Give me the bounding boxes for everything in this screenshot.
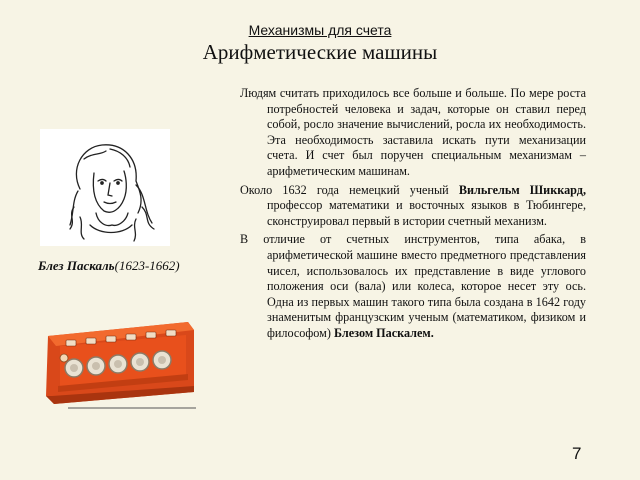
slide-title: Арифметические машины [202,40,438,64]
paragraph-3 [240,232,586,341]
paragraph-2-text-end: профессор математики и восточных языков в Тюбингере, сконструировал первый в истории счетный механизм. [267,198,586,228]
page-number: 7 [572,444,582,463]
caption-name: Блез Паскаль [38,258,115,273]
body-text [240,86,586,345]
paragraph-2 [240,183,586,230]
slide-subtitle: Механизмы для счета [248,22,392,38]
pascal-portrait-image [40,129,170,246]
paragraph-3-text: В отличие от счетных инструментов, типа абака, в арифметической машине вместо предметного представления чисел, использовалось их представление в виде углового положения оси (вала) или колеса, которое несет эту ось. Одна из первых машин такого типа была создана в 1642 году знаменитым французским ученым (математиком, физиком и философом) [240,232,586,340]
paragraph-1: Людям считать приходилось все больше и больше. По мере роста потребностей человека и задач, которые он ставил перед собой, росло значение вычислений, росла их необходимость. Эта необходимость заставила искать пути механизации счета. И счет был поручен специальным механизмам – арифметическим машинам. [240,86,586,178]
portrait-caption [38,258,180,274]
schickard-name: Вильгельм Шиккард, [458,182,586,197]
paragraph-2-text: Около 1632 года немецкий ученый [240,182,459,197]
pascaline-machine-image [38,300,198,412]
pascal-name: Блезом Паскалем. [333,325,434,340]
caption-years: (1623-1662) [114,258,180,273]
